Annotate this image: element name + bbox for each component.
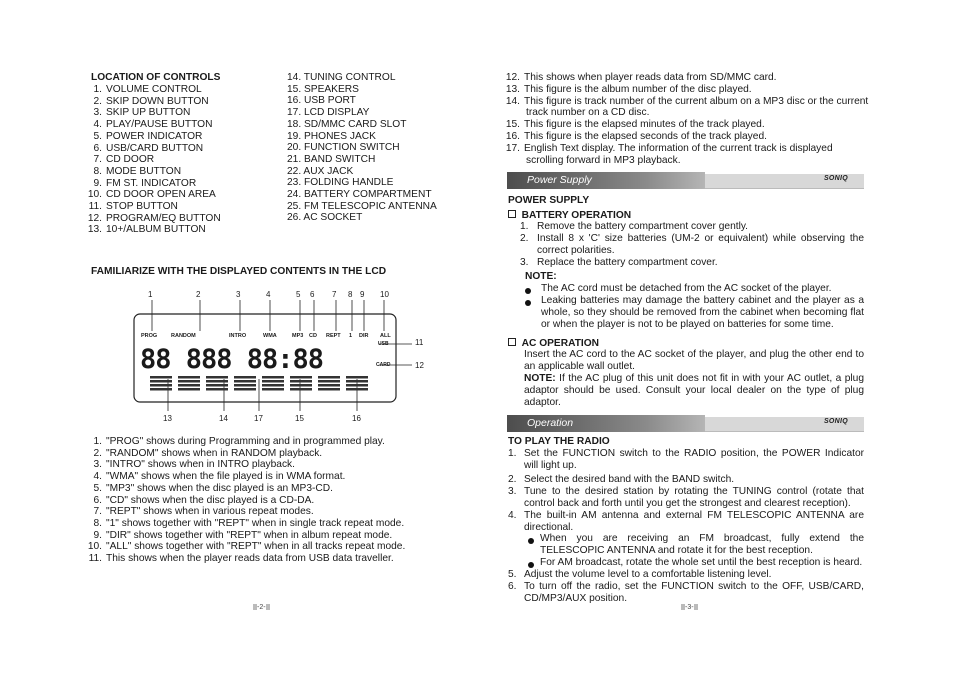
item-text: "MP3" shows when the disc played is an MP3-CD. bbox=[106, 482, 333, 494]
item-number: 5. bbox=[93, 482, 102, 494]
callout-number: 3 bbox=[236, 290, 241, 299]
list-item bbox=[502, 84, 752, 95]
lcd-indicator: RANDOM bbox=[171, 333, 196, 339]
item-number: 2. bbox=[93, 447, 102, 459]
lcd-indicator: CD bbox=[309, 333, 317, 339]
callout-number: 5 bbox=[296, 290, 301, 299]
list-item: 25. FM TELESCOPIC ANTENNA bbox=[287, 200, 437, 212]
item-text: CD DOOR bbox=[106, 154, 155, 166]
lcd-segment bbox=[150, 376, 172, 379]
item-text: This figure is the elapsed minutes of the track played. bbox=[524, 119, 765, 131]
lcd-segment bbox=[262, 384, 284, 387]
step-text: Tune to the desired station by rotating the TUNING control (rotate that control back and forth until you get the strongest and clearest reception). bbox=[524, 486, 864, 509]
ac-text: Insert the AC cord to the AC socket of the player, and plug the other end to an applicable wall outlet. bbox=[524, 349, 864, 372]
list-item-cont: track number on a CD disc. bbox=[526, 107, 650, 119]
list-item bbox=[84, 213, 221, 224]
lcd-segment bbox=[290, 376, 312, 379]
lcd-segment bbox=[178, 388, 200, 391]
checkbox-icon bbox=[508, 338, 516, 346]
list-item bbox=[84, 178, 196, 189]
list-item bbox=[502, 119, 765, 130]
step-text: Select the desired band with the BAND switch. bbox=[524, 474, 735, 485]
lcd-indicator: INTRO bbox=[229, 333, 247, 339]
item-number: 1. bbox=[93, 84, 102, 95]
lcd-segment bbox=[234, 376, 256, 379]
list-item bbox=[84, 541, 405, 552]
lcd-segment bbox=[206, 380, 228, 383]
callout-number: 7 bbox=[332, 290, 337, 299]
lcd-segment bbox=[290, 384, 312, 387]
lcd-segment bbox=[150, 384, 172, 387]
list-item bbox=[84, 459, 295, 470]
item-text: "INTRO" shows when in INTRO playback. bbox=[106, 459, 295, 471]
list-item: 21. BAND SWITCH bbox=[287, 153, 376, 165]
lcd-usb: USB bbox=[378, 341, 389, 347]
battery-operation-heading: BATTERY OPERATION bbox=[508, 210, 631, 222]
bullet-text: When you are receiving an FM broadcast, fully extend the TELESCOPIC ANTENNA and rotate it for the best reception. bbox=[540, 533, 864, 556]
item-text: "WMA" shows when the file played is in WMA format. bbox=[106, 471, 346, 483]
item-number: 10. bbox=[87, 189, 102, 201]
list-item bbox=[84, 189, 216, 200]
item-number: 4. bbox=[93, 119, 102, 131]
item-text: POWER INDICATOR bbox=[106, 130, 203, 142]
list-item: 20. FUNCTION SWITCH bbox=[287, 142, 400, 154]
lcd-indicator: PROG bbox=[141, 333, 158, 339]
soniq-logo: SONIQ bbox=[823, 175, 848, 182]
lcd-segment bbox=[178, 380, 200, 383]
callout-number: 15 bbox=[295, 414, 304, 423]
step-number: 2. bbox=[508, 474, 517, 485]
item-number: 6. bbox=[93, 494, 102, 506]
item-text: 10+/ALBUM BUTTON bbox=[106, 224, 206, 236]
lcd-indicator: WMA bbox=[263, 333, 277, 339]
list-item bbox=[84, 107, 190, 118]
step-number: 3. bbox=[508, 486, 517, 497]
item-text: This shows when the player reads data from USB data traveller. bbox=[106, 553, 394, 564]
step-number: 4. bbox=[508, 510, 517, 521]
item-text: MODE BUTTON bbox=[106, 165, 182, 177]
list-item: 22. AUX JACK bbox=[287, 165, 354, 177]
list-item-cont: scrolling forward in MP3 playback. bbox=[526, 154, 681, 166]
list-item bbox=[502, 143, 833, 154]
ac-note: NOTE: If the AC plug of this unit does not fit in with your AC outlet, a plug adaptor should be used. Consult your local dealer on the type of plug adaptor. bbox=[524, 373, 864, 408]
item-text: This shows when player reads data from SD/MMC card. bbox=[524, 72, 777, 83]
callout-number: 16 bbox=[352, 414, 361, 423]
lcd-segment bbox=[262, 380, 284, 383]
lcd-segment bbox=[178, 384, 200, 387]
lcd-segment bbox=[150, 388, 172, 391]
item-text: PLAY/PAUSE BUTTON bbox=[106, 119, 213, 131]
item-number: 11. bbox=[88, 201, 102, 212]
item-text: This figure is track number of the current album on a MP3 disc or the current bbox=[524, 95, 869, 107]
lcd-segment bbox=[318, 376, 340, 379]
list-item: 17. LCD DISPLAY bbox=[287, 107, 370, 119]
list-item: 18. SD/MMC CARD SLOT bbox=[287, 118, 407, 130]
step-number: 2. bbox=[520, 233, 529, 244]
callout-number: 14 bbox=[219, 414, 228, 423]
callout-number: 4 bbox=[266, 290, 271, 299]
item-number: 7. bbox=[93, 154, 102, 166]
bullet-icon bbox=[525, 286, 531, 297]
item-text: "DIR" shows together with "REPT" when in album repeat mode. bbox=[106, 529, 393, 541]
item-text: STOP BUTTON bbox=[106, 201, 178, 212]
item-text: PROGRAM/EQ BUTTON bbox=[106, 212, 221, 224]
step-number: 5. bbox=[508, 569, 517, 580]
item-text: FM ST. INDICATOR bbox=[106, 177, 197, 189]
item-number: 13. bbox=[87, 224, 102, 236]
lcd-indicator: DIR bbox=[359, 333, 369, 339]
item-number: 6. bbox=[93, 142, 102, 154]
lcd-indicator: REPT bbox=[326, 333, 341, 339]
power-supply-banner bbox=[507, 172, 864, 189]
list-item bbox=[84, 96, 209, 107]
callout-number: 13 bbox=[163, 414, 172, 423]
item-number: 15. bbox=[505, 119, 520, 131]
lcd-indicator: ALL bbox=[380, 333, 391, 339]
lcd-segment bbox=[262, 388, 284, 391]
bullet-text: The AC cord must be detached from the AC socket of the player. bbox=[541, 283, 832, 294]
list-item bbox=[84, 119, 212, 130]
item-text: CD DOOR OPEN AREA bbox=[106, 189, 216, 201]
item-number: 9. bbox=[93, 529, 102, 541]
list-item: 23. FOLDING HANDLE bbox=[287, 177, 394, 189]
callout-number: 12 bbox=[415, 361, 424, 370]
lcd-segment bbox=[206, 376, 228, 379]
item-text: This figure is the elapsed seconds of the track played. bbox=[524, 131, 767, 142]
item-number: 2. bbox=[93, 95, 102, 107]
item-number: 16. bbox=[505, 131, 520, 142]
lcd-card: CARD bbox=[376, 362, 391, 368]
item-text: "REPT" shows when in various repeat modes. bbox=[106, 506, 314, 518]
list-item bbox=[84, 518, 404, 529]
callout-number: 11 bbox=[415, 338, 424, 347]
bullet-text: For AM broadcast, rotate the whole set until the best reception is heard. bbox=[540, 557, 863, 568]
callout-number: 2 bbox=[196, 290, 201, 299]
lcd-digit-display: 88 888 88:88 bbox=[140, 344, 324, 375]
lcd-segment bbox=[234, 384, 256, 387]
item-text: English Text display. The information of the current track is displayed bbox=[524, 142, 833, 154]
location-title: LOCATION OF CONTROLS bbox=[91, 72, 221, 83]
item-text: "PROG" shows during Programming and in programmed play. bbox=[106, 436, 385, 447]
item-number: 8. bbox=[93, 165, 102, 177]
step-text: Install 8 x 'C' size batteries (UM-2 or equivalent) while observing the correct polarities. bbox=[537, 233, 864, 256]
item-number: 3. bbox=[93, 459, 102, 471]
lcd-segment bbox=[262, 376, 284, 379]
lcd-segment bbox=[290, 380, 312, 383]
lcd-segment bbox=[206, 384, 228, 387]
list-item bbox=[84, 201, 178, 212]
step-text: To turn off the radio, set the FUNCTION switch to the OFF, USB/CARD, CD/MP3/AUX position. bbox=[524, 581, 864, 604]
item-number: 3. bbox=[93, 107, 102, 119]
step-number: 6. bbox=[508, 581, 517, 592]
item-number: 7. bbox=[93, 506, 102, 518]
bullet-text: Leaking batteries may damage the battery cabinet and the player as a whole, so they should be removed from the cabinet when becoming flat or when the player is not to be played on batteries for some time. bbox=[541, 295, 864, 330]
step-text: Remove the battery compartment cover gently. bbox=[537, 221, 749, 232]
lcd-segment bbox=[234, 388, 256, 391]
lcd-indicator: 1 bbox=[349, 333, 353, 339]
list-item bbox=[84, 506, 314, 517]
list-item bbox=[84, 471, 345, 482]
step-text: The built-in AM antenna and external FM TELESCOPIC ANTENNA are directional. bbox=[524, 510, 864, 533]
list-item bbox=[84, 143, 203, 154]
list-item: 19. PHONES JACK bbox=[287, 130, 376, 142]
item-number: 12. bbox=[87, 212, 102, 224]
banner-title: Operation bbox=[527, 417, 574, 429]
item-text: This figure is the album number of the disc played. bbox=[524, 83, 752, 95]
list-item: 15. SPEAKERS bbox=[287, 83, 359, 95]
ac-operation-heading: AC OPERATION bbox=[508, 338, 599, 350]
power-title: POWER SUPPLY bbox=[508, 195, 590, 206]
list-item bbox=[84, 448, 322, 459]
lcd-segment bbox=[178, 376, 200, 379]
radio-title: TO PLAY THE RADIO bbox=[508, 436, 610, 447]
list-item bbox=[84, 131, 202, 142]
callout-number: 10 bbox=[380, 290, 389, 299]
item-number: 1. bbox=[93, 436, 102, 447]
item-number: 10. bbox=[87, 541, 102, 553]
list-item bbox=[84, 436, 385, 447]
list-item bbox=[84, 483, 333, 494]
item-number: 11. bbox=[88, 553, 102, 564]
item-number: 4. bbox=[93, 471, 102, 483]
step-text: Set the FUNCTION switch to the RADIO position, the POWER Indicator will light up. bbox=[524, 448, 864, 471]
lcd-segment bbox=[346, 376, 368, 379]
item-text: "RANDOM" shows when in RANDOM playback. bbox=[106, 447, 323, 459]
lcd-segment bbox=[318, 380, 340, 383]
page-number-left: -2- bbox=[253, 604, 270, 611]
step-text: Adjust the volume level to a comfortable listening level. bbox=[524, 569, 772, 580]
list-item bbox=[84, 495, 314, 506]
list-item: 14. TUNING CONTROL bbox=[287, 72, 396, 83]
lcd-segment bbox=[318, 388, 340, 391]
item-text: USB/CARD BUTTON bbox=[106, 142, 204, 154]
banner-title: Power Supply bbox=[527, 174, 592, 186]
soniq-logo: SONIQ bbox=[823, 418, 848, 425]
list-item bbox=[84, 530, 392, 541]
item-number: 8. bbox=[93, 517, 102, 529]
item-number: 14. bbox=[505, 95, 520, 107]
item-text: "1" shows together with "REPT" when in single track repeat mode. bbox=[106, 517, 405, 529]
item-text: SKIP DOWN BUTTON bbox=[106, 95, 209, 107]
bullet-icon bbox=[525, 298, 531, 309]
bullet-icon bbox=[528, 536, 534, 547]
step-number: 3. bbox=[520, 257, 529, 268]
list-item bbox=[502, 96, 868, 107]
list-item: 26. AC SOCKET bbox=[287, 212, 363, 224]
lcd-segment bbox=[206, 388, 228, 391]
callout-number: 17 bbox=[254, 414, 263, 423]
lcd-segment bbox=[346, 380, 368, 383]
checkbox-icon bbox=[508, 210, 516, 218]
item-number: 5. bbox=[93, 130, 102, 142]
step-text: Replace the battery compartment cover. bbox=[537, 257, 718, 268]
list-item: 24. BATTERY COMPARTMENT bbox=[287, 189, 432, 200]
item-text: VOLUME CONTROL bbox=[106, 84, 202, 95]
callout-number: 8 bbox=[348, 290, 353, 299]
operation-banner bbox=[507, 415, 864, 432]
callout-number: 1 bbox=[148, 290, 153, 299]
callout-number: 9 bbox=[360, 290, 365, 299]
lcd-segment bbox=[346, 388, 368, 391]
item-number: 9. bbox=[93, 177, 102, 189]
lcd-segment bbox=[150, 380, 172, 383]
list-item bbox=[84, 553, 394, 564]
note-title: NOTE: bbox=[525, 271, 557, 282]
list-item: 16. USB PORT bbox=[287, 95, 356, 107]
item-text: SKIP UP BUTTON bbox=[106, 107, 191, 119]
step-number: 1. bbox=[520, 221, 529, 232]
step-number: 1. bbox=[508, 448, 517, 459]
lcd-title: FAMILIARIZE WITH THE DISPLAYED CONTENTS IN THE LCD bbox=[91, 266, 387, 277]
item-number: 17. bbox=[505, 142, 520, 154]
list-item bbox=[502, 72, 777, 83]
lcd-segment bbox=[318, 384, 340, 387]
list-item bbox=[502, 131, 767, 142]
lcd-segment bbox=[290, 388, 312, 391]
item-number: 13. bbox=[505, 83, 520, 95]
lcd-segment bbox=[346, 384, 368, 387]
callout-number: 6 bbox=[310, 290, 315, 299]
list-item bbox=[84, 224, 206, 235]
page-number-right: -3- bbox=[681, 604, 698, 611]
list-item bbox=[84, 84, 202, 95]
list-item bbox=[84, 166, 181, 177]
list-item bbox=[84, 154, 154, 165]
lcd-indicator: MP3 bbox=[292, 333, 304, 339]
item-text: "ALL" shows together with "REPT" when in all tracks repeat mode. bbox=[106, 541, 406, 553]
item-text: "CD" shows when the disc played is a CD-DA. bbox=[106, 494, 315, 506]
item-number: 12. bbox=[505, 72, 520, 83]
lcd-segment bbox=[234, 380, 256, 383]
